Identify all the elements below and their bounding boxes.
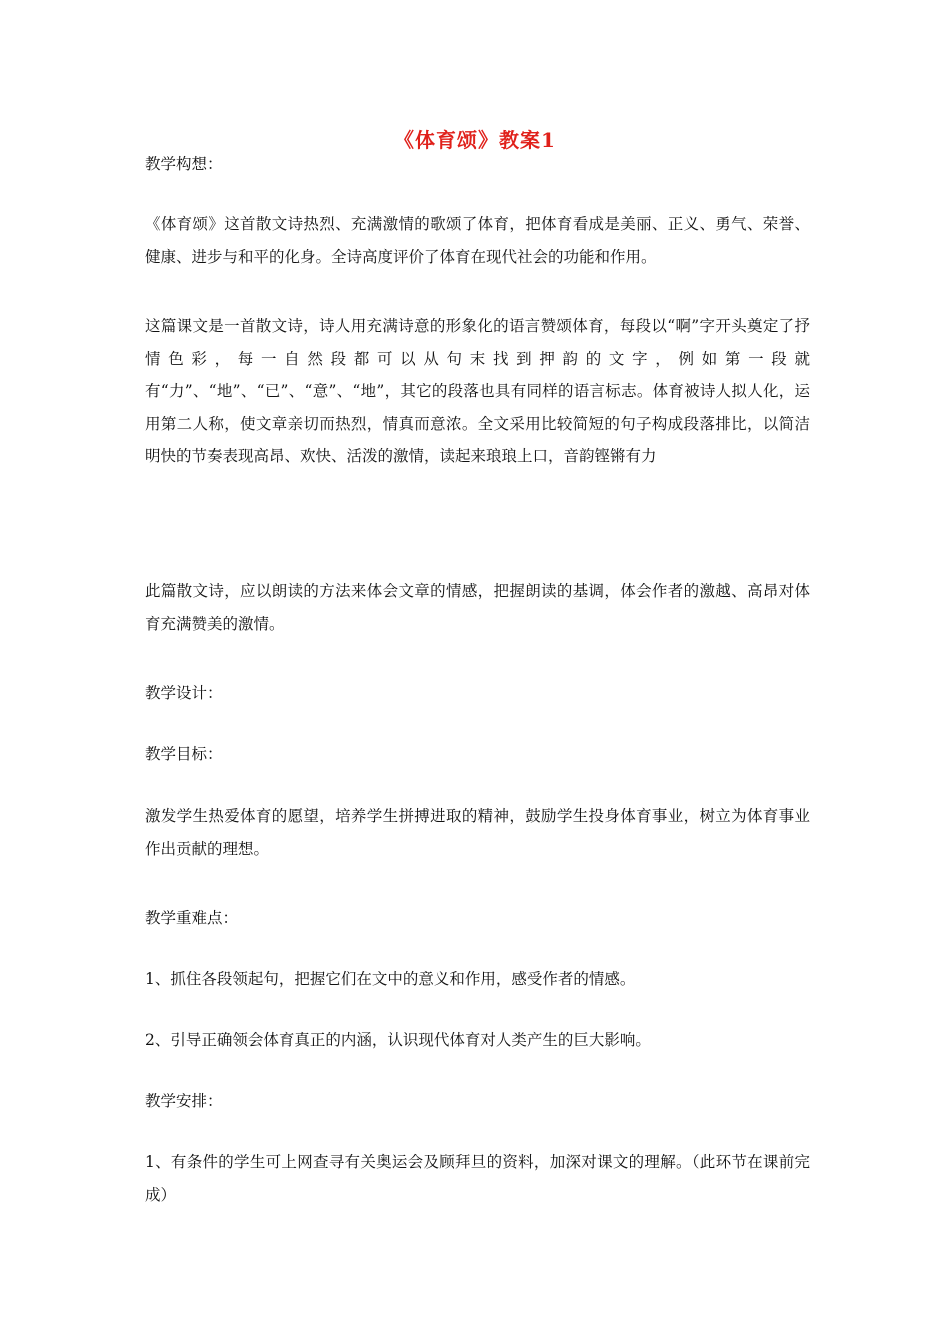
heading-key-points: 教学重难点： bbox=[145, 909, 239, 927]
heading-teaching-concept: 教学构想： bbox=[145, 155, 223, 173]
key-point-2: 2、引导正确领会体育真正的内涵，认识现代体育对人类产生的巨大影响。 bbox=[145, 1031, 651, 1049]
key-point-1: 1、抓住各段领起句，把握它们在文中的意义和作用，感受作者的情感。 bbox=[145, 970, 636, 988]
paragraph-intro: 《体育颂》这首散文诗热烈、充满激情的歌颂了体育，把体育看成是美丽、正义、勇气、荣誉、健康、进步与和平的化身。全诗高度评价了体育在现代社会的功能和作用。 bbox=[145, 215, 810, 266]
arrangement-1: 1、有条件的学生可上网查寻有关奥运会及顾拜旦的资料，加深对课文的理解。（此环节在课前完成） bbox=[145, 1153, 810, 1204]
heading-arrangement: 教学安排： bbox=[145, 1092, 223, 1110]
paragraph-reading-method: 此篇散文诗，应以朗读的方法来体会文章的情感，把握朗读的基调，体会作者的激越、高昂对体育充满赞美的激情。 bbox=[145, 582, 810, 633]
heading-teaching-design: 教学设计： bbox=[145, 684, 223, 702]
heading-teaching-goals: 教学目标： bbox=[145, 745, 223, 763]
paragraph-goals: 激发学生热爱体育的愿望，培养学生拼搏进取的精神，鼓励学生投身体育事业，树立为体育事业作出贡献的理想。 bbox=[145, 807, 810, 858]
document-title: 《体育颂》教案1 bbox=[394, 128, 556, 152]
paragraph-analysis: 这篇课文是一首散文诗，诗人用充满诗意的形象化的语言赞颂体育，每段以“啊”字开头奠定了抒情色彩，每一自然段都可以从句末找到押韵的文字，例如第一段就有“力”、“地”、“已”、“意”、“地”，其它的段落也具有同样的语言标志。体育被诗人拟人化，运用第二人称，使文章亲切而热烈，情真而意浓。全文采用比较简短的句子构成段落排比，以简洁明快的节奏表现高昂、欢快、活泼的激情，读起来琅琅上口，音韵铿锵有力 bbox=[145, 317, 810, 465]
